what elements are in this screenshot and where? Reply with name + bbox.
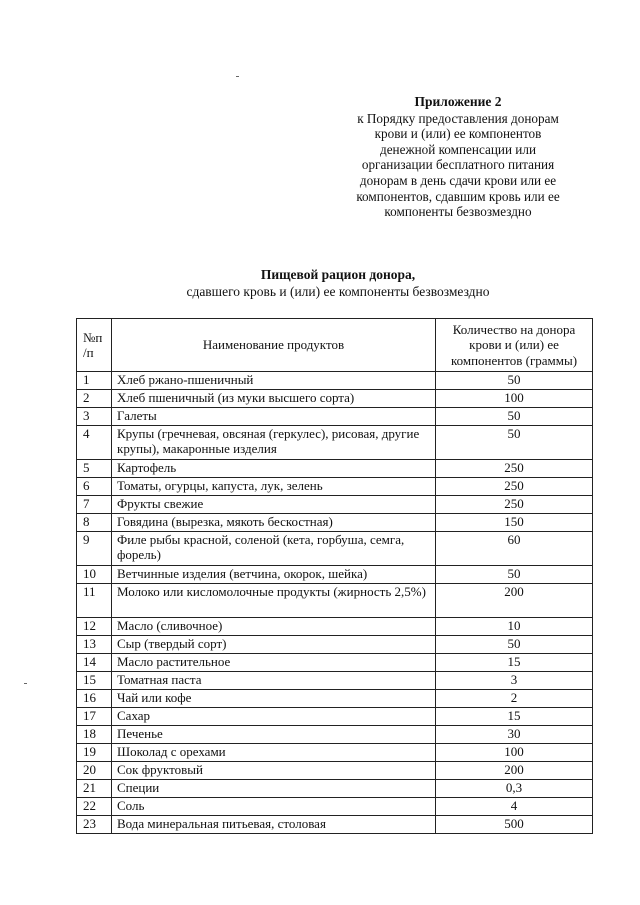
row-quantity: 10: [436, 618, 593, 636]
row-quantity: 250: [436, 496, 593, 514]
table-row: [77, 532, 593, 566]
row-number: 11: [77, 584, 112, 618]
table-row: [77, 762, 593, 780]
table-row: [77, 726, 593, 744]
row-number: 16: [77, 690, 112, 708]
appendix-line: денежной компенсации или: [379, 141, 536, 157]
row-product-name: Говядина (вырезка, мякоть бескостная): [112, 514, 436, 532]
appendix-line: к Порядку предоставления донорам: [357, 110, 559, 126]
table-header-row: [77, 319, 593, 372]
table-row: [77, 816, 593, 834]
appendix-title: Приложение 2: [414, 94, 502, 109]
table-row: [77, 618, 593, 636]
table-row: [77, 460, 593, 478]
header-quantity: Количество на донора крови и (или) ее компонентов (граммы): [436, 319, 593, 372]
header-number: №п /п: [77, 319, 112, 372]
row-quantity: 15: [436, 654, 593, 672]
appendix-block: [318, 94, 598, 220]
row-quantity: 100: [436, 390, 593, 408]
row-number: 18: [77, 726, 112, 744]
row-number: 20: [77, 762, 112, 780]
table-row: [77, 478, 593, 496]
row-product-name: Масло растительное: [112, 654, 436, 672]
table-row: [77, 672, 593, 690]
appendix-line: донорам в день сдачи крови или ее: [359, 172, 557, 188]
row-product-name: Масло (сливочное): [112, 618, 436, 636]
row-number: 4: [77, 426, 112, 460]
row-product-name: Молоко или кисломолочные продукты (жирность 2,5%): [112, 584, 436, 618]
scan-speck: [236, 76, 239, 77]
row-number: 1: [77, 372, 112, 390]
ration-table: [76, 318, 593, 834]
row-quantity: 50: [436, 372, 593, 390]
row-product-name: Шоколад с орехами: [112, 744, 436, 762]
row-product-name: Галеты: [112, 408, 436, 426]
table-row: [77, 390, 593, 408]
row-product-name: Филе рыбы красной, соленой (кета, горбуша, семга, форель): [112, 532, 436, 566]
row-product-name: Специи: [112, 780, 436, 798]
table-row: [77, 566, 593, 584]
table-row: [77, 372, 593, 390]
row-quantity: 30: [436, 726, 593, 744]
row-quantity: 0,3: [436, 780, 593, 798]
table-row: [77, 584, 593, 618]
row-product-name: Печенье: [112, 726, 436, 744]
row-product-name: Фрукты свежие: [112, 496, 436, 514]
row-number: 10: [77, 566, 112, 584]
row-product-name: Чай или кофе: [112, 690, 436, 708]
row-number: 15: [77, 672, 112, 690]
row-product-name: Соль: [112, 798, 436, 816]
row-product-name: Сыр (твердый сорт): [112, 636, 436, 654]
appendix-line: компонентов, сдавшим кровь или ее: [356, 188, 560, 204]
row-number: 21: [77, 780, 112, 798]
row-quantity: 50: [436, 408, 593, 426]
row-quantity: 3: [436, 672, 593, 690]
row-product-name: Хлеб пшеничный (из муки высшего сорта): [112, 390, 436, 408]
table-row: [77, 780, 593, 798]
document-heading: [0, 266, 640, 300]
row-number: 2: [77, 390, 112, 408]
row-number: 22: [77, 798, 112, 816]
row-quantity: 50: [436, 426, 593, 460]
row-number: 17: [77, 708, 112, 726]
row-number: 5: [77, 460, 112, 478]
table-row: [77, 408, 593, 426]
row-number: 14: [77, 654, 112, 672]
row-quantity: 250: [436, 478, 593, 496]
row-number: 7: [77, 496, 112, 514]
row-quantity: 200: [436, 762, 593, 780]
row-number: 9: [77, 532, 112, 566]
row-quantity: 250: [436, 460, 593, 478]
table-row: [77, 708, 593, 726]
row-product-name: Крупы (гречневая, овсяная (геркулес), рисовая, другие крупы), макаронные изделия: [112, 426, 436, 460]
table-row: [77, 636, 593, 654]
row-product-name: Картофель: [112, 460, 436, 478]
row-product-name: Томатная паста: [112, 672, 436, 690]
document-title: Пищевой рацион донора,: [260, 267, 416, 282]
row-number: 19: [77, 744, 112, 762]
row-number: 6: [77, 478, 112, 496]
row-product-name: Ветчинные изделия (ветчина, окорок, шейка): [112, 566, 436, 584]
row-product-name: Томаты, огурцы, капуста, лук, зелень: [112, 478, 436, 496]
table-row: [77, 798, 593, 816]
row-number: 3: [77, 408, 112, 426]
row-product-name: Сахар: [112, 708, 436, 726]
row-quantity: 2: [436, 690, 593, 708]
scan-speck: [24, 683, 27, 684]
row-quantity: 150: [436, 514, 593, 532]
table-row: [77, 514, 593, 532]
table-row: [77, 426, 593, 460]
row-quantity: 100: [436, 744, 593, 762]
row-product-name: Сок фруктовый: [112, 762, 436, 780]
row-product-name: Хлеб ржано-пшеничный: [112, 372, 436, 390]
row-number: 8: [77, 514, 112, 532]
appendix-line: компоненты безвозмездно: [384, 204, 532, 220]
row-quantity: 60: [436, 532, 593, 566]
table-row: [77, 654, 593, 672]
table-row: [77, 690, 593, 708]
row-quantity: 4: [436, 798, 593, 816]
header-name: Наименование продуктов: [112, 319, 436, 372]
table-row: [77, 496, 593, 514]
document-subtitle: сдавшего кровь и (или) ее компоненты безвозмездно: [186, 284, 490, 299]
row-number: 23: [77, 816, 112, 834]
row-quantity: 50: [436, 566, 593, 584]
row-quantity: 200: [436, 584, 593, 618]
row-number: 12: [77, 618, 112, 636]
table-row: [77, 744, 593, 762]
row-quantity: 50: [436, 636, 593, 654]
row-number: 13: [77, 636, 112, 654]
row-quantity: 500: [436, 816, 593, 834]
appendix-line: организации бесплатного питания: [361, 157, 555, 173]
row-product-name: Вода минеральная питьевая, столовая: [112, 816, 436, 834]
row-quantity: 15: [436, 708, 593, 726]
appendix-line: крови и (или) ее компонентов: [374, 126, 542, 142]
